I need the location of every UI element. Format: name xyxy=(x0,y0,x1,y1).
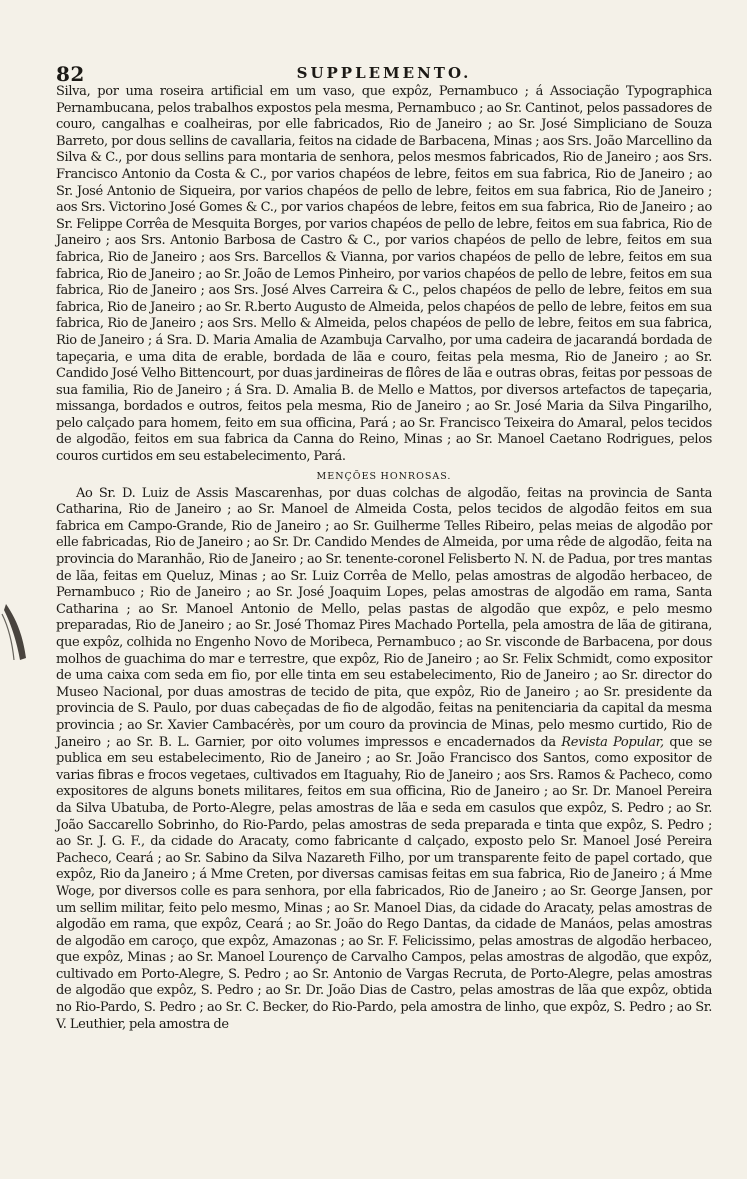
mencoes-text-part1: Ao Sr. D. Luiz de Assis Mascarenhas, por duas colchas de algodão, feitas na provincia de Santa Catharina, Rio de Janeiro ; ao Sr. Manoel de Almeida Costa, pelos tecidos de algodão feitos em sua fabrica em Campo-Grande, Rio de Janeiro ; ao Sr. Guilherme Telles Ribeiro, pelas meias de algodão por elle fabricadas, Rio de Janeiro ; ao Sr. Dr. Candido Mendes de Almeida, por uma rêde de algodão, feita na provincia do Maranhão, Rio de Janeiro ; ao Sr. tenente-coronel Felisberto N. N. de Padua, por tres mantas de lãa, feitas em Queluz, Minas ; ao Sr. Luiz Corrêa de Mello, pelas amostras de algodão herbaceo, de Pernambuco ; Rio de Janeiro ; ao Sr. José Joaquim Lopes, pelas amostras de algodão em rama, Santa Catharina ; ao Sr. Manoel Antonio de Mello, pelas pastas de algodão que expôz, e pelo mesmo preparadas, Rio de Janeiro ; ao Sr. José Thomaz Pires Machado Portella, pela amostra de lãa de gitirana, que expôz, colhida no Engenho Novo de Moribeca, Pernambuco ; ao Sr. visconde de Barbacena, por dous molhos de guachima do mar e terrestre, que expôz, Rio de Janeiro ; ao Sr. Felix Schmidt, como expositor de uma caixa com seda em fio, por elle tinta em seu estabelecimento, Rio de Janeiro ; ao Sr. director do Museo Nacional, por duas amostras de tecido de pita, que expôz, Rio de Janeiro ; ao Sr. presidente da provincia de S. Paulo, por duas cabeçadas de fio de algodão, feitas na penitenciaria da capital da mesma provincia ; ao Sr. Xavier Cambacérès, por um couro da provincia de Minas, pelo mesmo curtido, Rio de Janeiro ; ao Sr. B. L. Garnier, por oito volumes impressos e encadernados da xyxy=(56,485,712,750)
margin-binding-mark xyxy=(0,600,30,664)
running-title: SUPPLEMENTO. xyxy=(296,64,472,82)
section-heading: MENÇÕES HONROSAS. xyxy=(316,470,452,482)
document-page xyxy=(56,62,712,1033)
page-header xyxy=(56,62,712,84)
mencoes-text-part2: que se publica em seu estabelecimento, Rio de Janeiro ; ao Sr. João Francisco dos Santos, como expositor de varias fibras e frocos vegetaes, cultivados em Itaguahy, Rio de Janeiro ; aos Srs. Ramos & Pacheco, como expositores de alguns bonets militares, feitos em sua officina, Rio de Janeiro ; ao Sr. Dr. Manoel Pereira da Silva Ubatuba, de Porto-Alegre, pelas amostras de lãa e seda em casulos que expôz, S. Pedro ; ao Sr. João Saccarello Sobrinho, do Rio-Pardo, pelas amostras de seda preparada e tinta que expôz, S. Pedro ; ao Sr. J. G. F., da cidade do Aracaty, como fabricante d calçado, exposto pelo Sr. Manoel José Pereira Pacheco, Ceará ; ao Sr. Sabino da Silva Nazareth Filho, por um transparente feito de papel cortado, que expôz, Rio da Janeiro ; á Mme Creten, por diversas camisas feitas em sua fabrica, Rio de Janeiro ; á Mme Woge, por diversos colle es para senhora, por ella fabricados, Rio de Janeiro ; ao Sr. George Jansen, por um sellim militar, feito pelo mesmo, Minas ; ao Sr. Manoel Dias, da cidade do Aracaty, pelas amostras de algodão em rama, que expôz, Ceará ; ao Sr. João do Rego Dantas, da cidade de Manáos, pelas amostras de algodão em caroço, que expôz, Amazonas ; ao Sr. F. Felicissimo, pelas amostras de algodão herbaceo, que expôz, Minas ; ao Sr. Manoel Lourenço de Carvalho Campos, pelas amostras de algodão, que expôz, cultivado em Porto-Alegre, S. Pedro ; ao Sr. Antonio de Vargas Recruta, de Porto-Alegre, pelas amostras de algodão que expôz, S. Pedro ; ao Sr. Dr. João Dias de Castro, pelas amostras de lãa que expôz, obtida no Rio-Pardo, S. Pedro ; ao Sr. C. Becker, do Rio-Pardo, pela amostra de linho, que expôz, S. Pedro ; ao Sr. V. Leuthier, pela amostra de xyxy=(56,734,712,1032)
italic-title: Revista Popular, xyxy=(561,734,664,750)
mencoes-honrosas-paragraph xyxy=(56,486,712,1034)
continued-paragraph: Silva, por uma roseira artificial em um vaso, que expôz, Pernambuco ; á Associação Typographica Pernambucana, pelos trabalhos expostos pela mesma, Pernambuco ; ao Sr. Cantinot, pelos passadores de couro, cangalhas e coalheiras, por elle fabricados, Rio de Janeiro ; ao Sr. José Simpliciano de Souza Barreto, por dous sellins de cavallaria, feitos na cidade de Barbacena, Minas ; aos Srs. João Marcellino da Silva & C., por dous sellins para montaria de senhora, pelos mesmos fabricados, Rio de Janeiro ; aos Srs. Francisco Antonio da Costa & C., por varios chapéos de lebre, feitos em sua fabrica, Rio de Janeiro ; ao Sr. José Antonio de Siqueira, por varios chapéos de pello de lebre, feitos em sua fabrica, Rio de Janeiro ; aos Srs. Victorino José Gomes & C., por varios chapéos de lebre, feitos em sua fabrica, Rio de Janeiro ; ao Sr. Felippe Corrêa de Mesquita Borges, por varios chapéos de pello de lebre, feitos em sua fabrica, Rio de Janeiro ; aos Srs. Antonio Barbosa de Castro & C., por varios chapéos de pello de lebre, feitos em sua fabrica, Rio de Janeiro ; aos Srs. Barcellos & Vianna, por varios chapéos de pello de lebre, feitos em sua fabrica, Rio de Janeiro ; ao Sr. João de Lemos Pinheiro, por varios chapéos de pello de lebre, feitos em sua fabrica, Rio de Janeiro ; aos Srs. José Alves Carreira & C., pelos chapéos de pello de lebre, feitos em sua fabrica, Rio de Janeiro ; ao Sr. R.berto Augusto de Almeida, pelos chapéos de pello de lebre, feitos em sua fabrica, Rio de Janeiro ; aos Srs. Mello & Almeida, pelos chapéos de pello de lebre, feitos em sua fabrica, Rio de Janeiro ; á Sra. D. Maria Amalia de Azambuja Carvalho, por uma cadeira de jacarandá bordada de tapeçaria, e uma dita de erable, bordada de lãa e couro, feitas pela mesma, Rio de Janeiro ; ao Sr. Candido José Velho Bittencourt, por duas jardineiras de flôres de lãa e outras obras, feitas por pessoas de sua familia, Rio de Janeiro ; á Sra. D. Amalia B. de Mello e Mattos, por diversos artefactos de tapeçaria, missanga, bordados e outros, feitos pela mesma, Rio de Janeiro ; ao Sr. José Maria da Silva Pingarilho, pelo calçado para homem, feito em sua officina, Pará ; ao Sr. Francisco Teixeira do Amaral, pelos tecidos de algodão, feitos em sua fabrica da Canna do Reino, Minas ; ao Sr. Manoel Caetano Rodrigues, pelos couros curtidos em seu estabelecimento, Pará. xyxy=(56,84,712,465)
body-text xyxy=(56,84,712,1033)
page-number: 82 xyxy=(56,62,85,86)
